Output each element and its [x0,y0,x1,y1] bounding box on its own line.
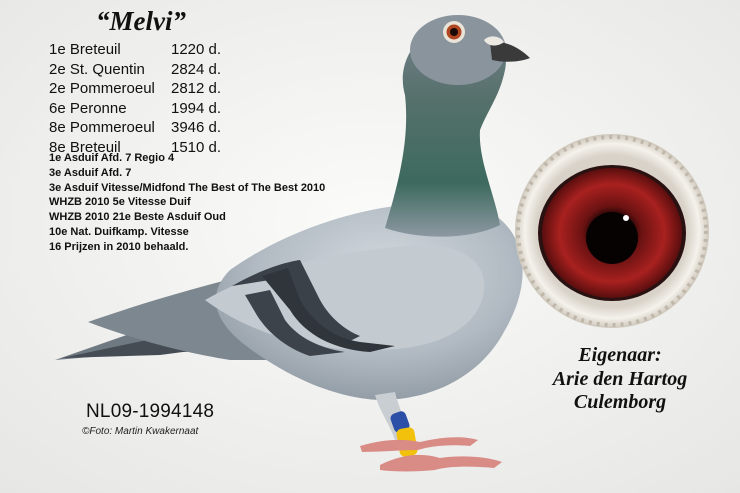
owner-label: Eigenaar: [578,344,662,366]
result-race: 8e Breteuil [49,138,121,156]
result-race: 8e Pommeroeul [49,119,155,136]
race-results-list [49,40,269,157]
result-row [49,40,269,60]
photo-credit: ©Foto: Martin Kwakernaat [82,426,199,437]
owner-name: Arie den Hartog [552,367,688,390]
note-line: 10e Nat. Duifkamp. Vitesse [49,225,189,238]
result-race: 6e Peronne [49,99,127,117]
owner-block [540,344,700,415]
result-distance: 2824 d. [171,60,222,78]
owner-place: Culemborg [573,391,667,413]
note-line: 3e Asduif Afd. 7 [49,166,132,179]
note-line: 16 Prijzen in 2010 behaald. [49,240,189,253]
result-row [49,60,269,80]
result-race: 1e Breteuil [49,41,121,58]
ring-number: NL09-1994148 [86,401,215,422]
result-race: 2e Pommeroeul [49,80,155,97]
note-line: WHZB 2010 5e Vitesse Duif [49,196,191,209]
result-distance: 2812 d. [171,80,222,97]
result-distance: 3946 d. [171,119,222,136]
note-line: 3e Asduif Vitesse/Midfond The Best of The Best 2010 [49,181,326,194]
achievement-notes [49,151,369,255]
result-race: 2e St. Quentin [49,60,145,78]
bird-name-title: “Melvi” [96,6,186,36]
result-row [49,79,269,99]
note-line: WHZB 2010 21e Beste Asduif Oud [49,211,226,224]
note-line: 1e Asduif Afd. 7 Regio 4 [49,152,175,164]
result-row [49,99,269,119]
result-row [49,118,269,138]
result-distance: 1510 d. [171,138,222,156]
result-distance: 1220 d. [171,41,222,58]
result-distance: 1994 d. [171,99,222,117]
eye-closeup-photo [515,134,709,328]
